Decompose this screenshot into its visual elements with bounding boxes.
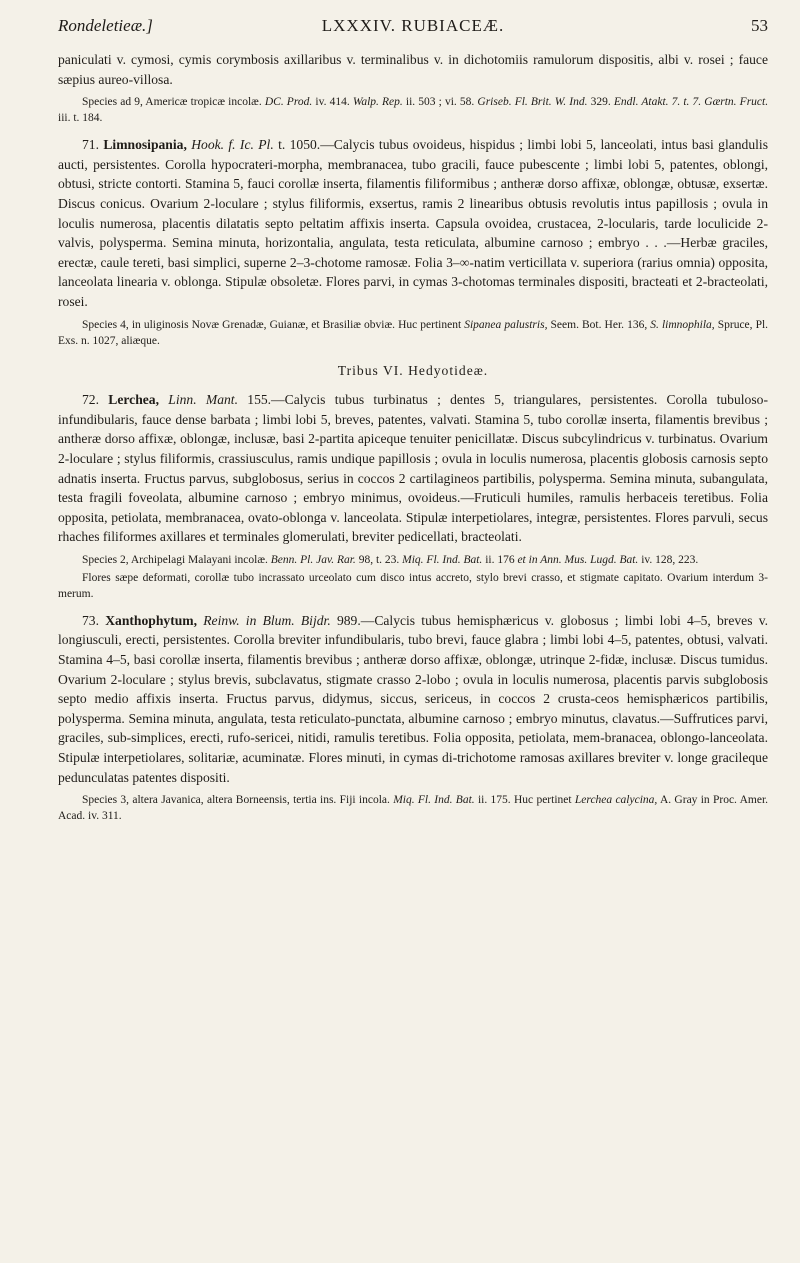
continued-paragraph: paniculati v. cymosi, cymis corymbosis axillaribus v. terminalibus v. in dichotomiis ramulorum dispositis, albi v. rosei ; fauce sæpius aureo-villosa. <box>58 52 768 87</box>
header-section: Rondeletieæ.] <box>58 16 153 35</box>
species-note-73: Species 3, altera Javanica, altera Borneensis, tertia ins. Fiji incola. Miq. Fl. Ind. Bat. ii. 175. Huc pertinet Lerchea calycina, A. Gray in Proc. Amer. Acad. iv. 311. <box>58 794 769 823</box>
running-header <box>58 16 768 42</box>
genus-73-description: 73. Xanthophytum, Reinw. in Blum. Bijdr. 989.—Calycis tubus hemisphæricus v. globosus ; limbi lobi 4–5, breves v. longiusculi, erecti, persistentes. Corolla breviter infundibularis, tubo brevi, fauce glabra ; limbi lobi 4–5, patentes, obtusi, valvati. Stamina 4–5, basi corollæ inserta, filamentis brevibus ; antheræ dorso affixæ, oblongæ, utrinque 2-fidæ, inclusæ. Discus tumidus. Ovarium 2-loculare ; stylus brevis, subclavatus, stigmate crasso 2-lobo ; ovula in loculis numerosa, placentis parvis subglobosis septo medio affixis inserta. Fructus parvus, didymus, siccus, sericeus, in coccos 2 crusta-ceos hemisphæricos partibilis, polysperma. Semina minuta, angulata, testa reticulato-punctata, albumine carnoso ; embryo minutus, clavatus.—Suffrutices parvi, graciles, sub-simplices, erecti, rufo-sericei, nitidi, ramulis teretibus. Folia opposita, petiolata, mem-branacea, oblongo-lanceolata. Stipulæ interpetiolares, solitariæ, acuminatæ. Flores minuti, in cymas di-trichotome ramosas axillares breviter v. longe gracileque pedunculatas patentes dispositi. <box>58 612 769 785</box>
genus-71-name: Limnosipania, <box>103 137 187 153</box>
genus-73-name: Xanthophytum, <box>105 612 198 628</box>
page-number: 53 <box>751 16 768 35</box>
species-note-70: Species ad 9, Americæ tropicæ incolæ. DC. Prod. iv. 414. Walp. Rep. ii. 503 ; vi. 58. Griseb. Fl. Brit. W. Ind. 329. Endl. Atakt. 7. t. 7. Gærtn. Fruct. iii. t. 184. <box>58 96 769 125</box>
genus-71-description: 71. Limnosipania, Hook. f. Ic. Pl. t. 1050.—Calycis tubus ovoideus, hispidus ; limbi lobi 5, lanceolati, intus basi glandulis aucti, persistentes. Corolla hypocrateri-morpha, membranacea, tubo gracili, fauce pubescente ; limbi lobi 5, patentes, oblongi, obtusi, stricte contorti. Stamina 5, fauci corollæ inserta, filamentis filiformibus ; antheræ dorso affixæ, oblongæ, obtusæ, exsertæ. Discus conicus. Ovarium 2-loculare ; stylus filiformis, exsertus, ramis 2 linearibus obtusis revolutis intus papillosis ; ovula in loculis numerosa, placentis dilatatis septo peltatim affixis inserta. Capsula ovoidea, crustacea, 2-locularis, tarde loculicide 2-valvis, polysperma. Semina minuta, horizontalia, angulata, testa reticulata, albumine carnoso ; embryo . . .—Herbæ graciles, erectæ, caule tereti, basi simplici, superne 2–3-chotome ramosæ. Folia 3–∞-natim verticillata v. superiora (rarius omnia) opposita, lanceolata linearia v. oblonga. Stipulæ obsoletæ. Flores parvi, in cymas 3-chotomas terminales dispositi, bracteati et 2-bracteolati, rosei. <box>58 137 768 309</box>
header-family: LXXXIV. RUBIACEÆ. <box>321 16 505 35</box>
tribe-heading: Tribus VI. Hedyotideæ. <box>337 362 489 378</box>
species-note-72-flowers: Flores sæpe deformati, corollæ tubo incrassato urceolato cum disco intus accreto, stylo brevi crasso, et stigmate capitato. Ovarium interdum 3-merum. <box>58 571 768 600</box>
species-note-72: Species 2, Archipelagi Malayani incolæ. Benn. Pl. Jav. Rar. 98, t. 23. Miq. Fl. Ind. Bat. ii. 176 et in Ann. Mus. Lugd. Bat. iv. 128, 223. <box>82 553 699 566</box>
genus-72-name: Lerchea, <box>108 392 159 408</box>
page-body <box>58 50 768 824</box>
genus-72-description: 72. Lerchea, Linn. Mant. 155.—Calycis tubus turbinatus ; dentes 5, triangulares, persistentes. Corolla tubuloso-infundibularis, fauce dense barbata ; limbi lobi 5, breves, patentes, valvati. Stamina 5, tubo corollæ inserta, filamentis brevibus ; antheræ dorso affixæ, oblongæ, inclusæ, basi 2-partita apiceque tenuiter penicillatæ. Discus subcylindricus v. turbinatus. Ovarium 2-loculare ; stylus filiformis, crassiusculus, ramis undique papillosis ; ovula in loculis numerosa, placentis globosis carnosis septo adnatis inserta. Fructus parvus, subglobosus, serius in coccos 2 cartilagineos partibilis, polysperma. Semina minuta, subangulata, testa fragili foveolata, albumine carnoso ; embryo minimus, ovoideus.—Fruticuli humiles, ramulis herbaceis teretibus. Folia opposita, petiolata, membranacea, ovato-oblonga v. lanceolata. Stipulæ interpetiolares, integræ, persistentes. Flores parvuli, secus rhaches filiformes axillares et terminales glomerulati, breviter pedicellati, bracteolati. <box>58 392 768 545</box>
species-note-71: Species 4, in uliginosis Novæ Grenadæ, Guianæ, et Brasiliæ obviæ. Huc pertinent Sipanea palustris, Seem. Bot. Her. 136, S. limnophila, Spruce, Pl. Exs. n. 1027, aliæque. <box>58 318 769 347</box>
